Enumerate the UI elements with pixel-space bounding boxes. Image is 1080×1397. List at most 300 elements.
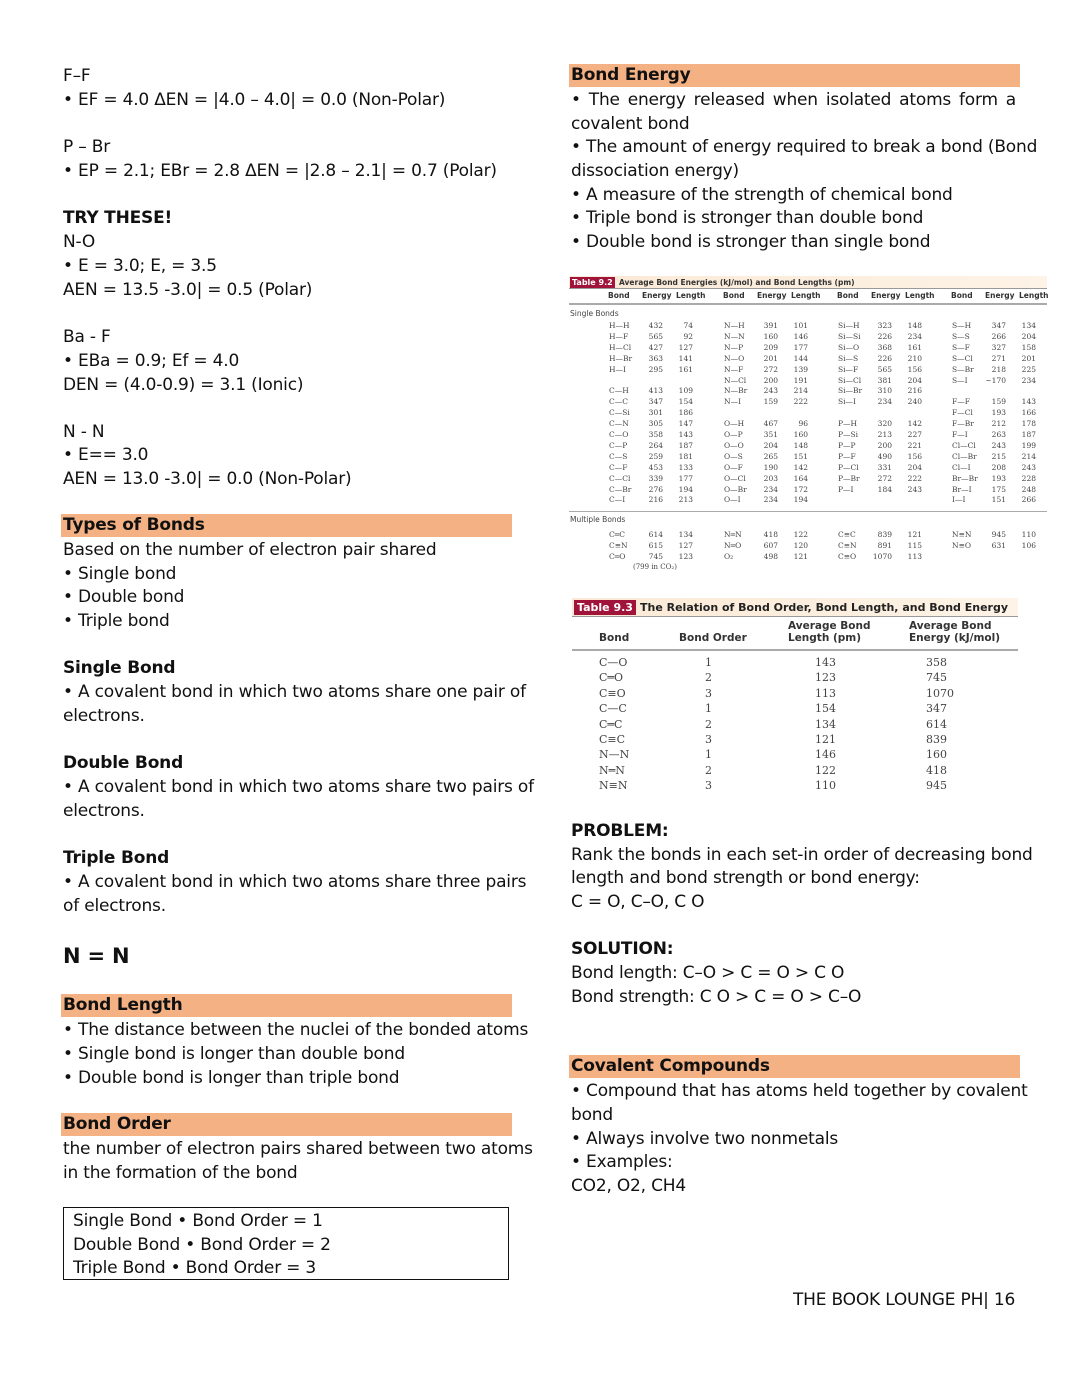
t92-energy: 891 bbox=[877, 541, 892, 550]
bond-energy-line3: • The amount of energy required to break a bond (Bond bbox=[571, 137, 1038, 157]
t92-energy: 272 bbox=[877, 473, 892, 483]
t92-energy: 263 bbox=[991, 430, 1006, 439]
solution-line2: Bond strength: C O > C = O > C–O bbox=[571, 987, 862, 1007]
t92-bond: N≡N bbox=[952, 530, 972, 539]
bond-length-item-2: • Single bond is longer than double bond bbox=[63, 1044, 405, 1064]
t92-energy: 432 bbox=[648, 321, 663, 330]
t92-header-bond: Bond bbox=[608, 291, 630, 300]
t92-bond: C═C bbox=[609, 530, 625, 539]
t93-header-length-b: Length (pm) bbox=[788, 632, 862, 644]
triple-bond-line2: of electrons. bbox=[63, 896, 166, 916]
t92-bond: S—Cl bbox=[952, 353, 973, 363]
ff-line: • EF = 4.0 ΔEN = |4.0 – 4.0| = 0.0 (Non-Polar) bbox=[63, 90, 446, 110]
t92-energy: 565 bbox=[877, 364, 892, 374]
t92-bond: Br—I bbox=[952, 484, 972, 494]
t92-energy: 209 bbox=[763, 342, 778, 352]
t92-bond: C—Br bbox=[609, 484, 632, 494]
t92-bond: O—H bbox=[724, 419, 745, 429]
t92-bond: O—F bbox=[724, 462, 743, 472]
t92-length: 216 bbox=[907, 386, 922, 396]
t92-energy: 151 bbox=[991, 495, 1006, 505]
table-9-2-title: Average Bond Energies (kJ/mol) and Bond Lengths (pm) bbox=[619, 278, 855, 287]
t93-bond-order: 2 bbox=[705, 717, 712, 731]
t92-length: 243 bbox=[1021, 462, 1036, 472]
t92-energy: 234 bbox=[763, 484, 778, 494]
t92-bond: C≡O bbox=[838, 552, 857, 561]
t92-length: 158 bbox=[1021, 342, 1036, 352]
t92-bond: N—Cl bbox=[724, 375, 747, 385]
t92-bond: C—S bbox=[609, 451, 628, 461]
types-item-double: • Double bond bbox=[63, 587, 185, 607]
t92-bond: P—F bbox=[838, 451, 856, 461]
t92-length: 177 bbox=[678, 473, 693, 483]
t92-length: 151 bbox=[793, 451, 808, 461]
t92-header-length: Length bbox=[1019, 291, 1049, 300]
t92-energy: 265 bbox=[763, 451, 778, 461]
t92-energy: 631 bbox=[991, 541, 1006, 550]
bond-energy-line7: • Double bond is stronger than single bond bbox=[571, 232, 931, 252]
single-bonds-label: Single Bonds bbox=[570, 309, 619, 318]
t92-energy: 276 bbox=[648, 484, 663, 494]
t92-header-energy: Energy bbox=[985, 291, 1015, 300]
t92-bond: Br—Br bbox=[952, 473, 978, 483]
bond-order-box-double: Double Bond • Bond Order = 2 bbox=[73, 1235, 331, 1255]
t93-length: 143 bbox=[815, 656, 836, 669]
t92-length: 142 bbox=[793, 462, 808, 472]
t92-length: 113 bbox=[907, 552, 922, 561]
t92-length: 201 bbox=[1021, 353, 1036, 363]
t93-length: 123 bbox=[815, 671, 836, 685]
table-9-3-title: The Relation of Bond Order, Bond Length, and Bond Energy bbox=[640, 601, 1009, 614]
t92-length: 181 bbox=[678, 451, 693, 461]
t92-energy: 839 bbox=[877, 530, 892, 539]
t92-energy: 264 bbox=[648, 440, 663, 450]
nn-line2: AEN = 13.0 -3.0| = 0.0 (Non-Polar) bbox=[63, 469, 352, 489]
bond-order-header: Bond Order bbox=[61, 1113, 512, 1136]
t92-energy: 201 bbox=[763, 353, 778, 363]
t93-length: 110 bbox=[815, 779, 836, 793]
triple-bond-line1: • A covalent bond in which two atoms share three pairs bbox=[63, 872, 527, 892]
t93-bond: C≡O bbox=[599, 686, 626, 700]
t92-bond: H—H bbox=[609, 321, 630, 330]
t93-energy: 745 bbox=[926, 671, 947, 685]
t92-length: 240 bbox=[907, 397, 922, 407]
solution-line1: Bond length: C–O > C = O > C O bbox=[571, 963, 845, 983]
t92-bond: C—Si bbox=[609, 408, 630, 418]
t92-energy: 234 bbox=[763, 495, 778, 505]
t92-energy: 216 bbox=[648, 495, 663, 505]
t92-bond: Si—Cl bbox=[838, 375, 862, 385]
covalent-line3: • Always involve two nonmetals bbox=[571, 1129, 839, 1149]
problem-line1: Rank the bonds in each set-in order of decreasing bond bbox=[571, 845, 1033, 865]
t92-length: 164 bbox=[793, 473, 808, 483]
solution-heading: SOLUTION: bbox=[571, 939, 674, 959]
t92-energy: 159 bbox=[991, 397, 1006, 407]
t93-bond-order: 1 bbox=[705, 748, 712, 762]
t92-energy: 203 bbox=[763, 473, 778, 483]
t93-energy: 614 bbox=[926, 717, 947, 731]
t92-energy: 272 bbox=[763, 364, 778, 374]
t92-length: 204 bbox=[907, 375, 922, 385]
t92-length: 96 bbox=[798, 419, 808, 429]
t92-length: 134 bbox=[678, 530, 693, 539]
t92-bond: O—S bbox=[724, 451, 743, 461]
pbr-line: • EP = 2.1; EBr = 2.8 ΔEN = |2.8 – 2.1| = 0.7 (Polar) bbox=[63, 161, 497, 181]
t93-header-length-a: Average Bond bbox=[788, 620, 871, 632]
t92-bond: P—Cl bbox=[838, 462, 859, 472]
t92-length: 133 bbox=[678, 462, 693, 472]
t92-energy: 331 bbox=[877, 462, 892, 472]
t92-length: 194 bbox=[793, 495, 808, 505]
t93-bond-order: 1 bbox=[705, 702, 712, 716]
t92-length: 191 bbox=[793, 375, 808, 385]
t92-length: 144 bbox=[793, 353, 808, 363]
t92-energy: 159 bbox=[763, 397, 778, 407]
t92-length: 156 bbox=[907, 451, 922, 461]
t92-bond: C≡N bbox=[609, 541, 628, 550]
t92-bond: C—C bbox=[609, 397, 628, 407]
t92-bond: C—O bbox=[609, 430, 629, 439]
t92-length: 213 bbox=[678, 495, 693, 505]
covalent-line5: CO2, O2, CH4 bbox=[571, 1176, 686, 1196]
t93-bond: N—N bbox=[599, 748, 630, 762]
t92-bond: P—I bbox=[838, 484, 854, 494]
t92-bond: Si—I bbox=[838, 397, 856, 407]
t92-length: 143 bbox=[1021, 397, 1036, 407]
t92-energy: 565 bbox=[648, 331, 663, 341]
problem-line2: length and bond strength or bond energy: bbox=[571, 868, 920, 888]
t92-length: 227 bbox=[907, 430, 922, 439]
t92-length: 134 bbox=[1021, 321, 1036, 330]
t92-energy: 391 bbox=[763, 321, 778, 330]
t92-length: 110 bbox=[1021, 530, 1036, 539]
t93-bond-order: 3 bbox=[705, 779, 712, 793]
t92-length: 221 bbox=[907, 440, 922, 450]
t92-energy: 347 bbox=[991, 321, 1006, 330]
t92-bond: H—F bbox=[609, 331, 629, 341]
t92-energy: 266 bbox=[991, 331, 1006, 341]
t92-bond: F—F bbox=[952, 397, 970, 407]
t92-energy: 418 bbox=[763, 530, 778, 539]
t93-energy: 1070 bbox=[926, 686, 954, 700]
bond-energy-line5: • A measure of the strength of chemical bond bbox=[571, 185, 953, 205]
t92-length: 143 bbox=[678, 430, 693, 439]
table-9-2-header-rule bbox=[569, 303, 1047, 305]
t92-length: 154 bbox=[678, 397, 693, 407]
t92-bond: H—Cl bbox=[609, 342, 632, 352]
t92-header-length: Length bbox=[791, 291, 821, 300]
t92-energy: 323 bbox=[877, 321, 892, 330]
table-9-2 bbox=[569, 276, 1047, 576]
t93-energy: 160 bbox=[926, 748, 947, 762]
t92-energy: 745 bbox=[648, 552, 663, 561]
t93-bond-order: 3 bbox=[705, 733, 712, 746]
t93-energy: 418 bbox=[926, 763, 947, 777]
t92-bond: C—N bbox=[609, 419, 629, 429]
t92-header-bond: Bond bbox=[723, 291, 745, 300]
t92-bond: O—I bbox=[724, 495, 741, 505]
t93-length: 113 bbox=[815, 686, 836, 700]
t93-header-bond-order: Bond Order bbox=[679, 632, 747, 644]
t92-energy: 226 bbox=[877, 331, 892, 341]
no-line2: AEN = 13.5 -3.0| = 0.5 (Polar) bbox=[63, 280, 313, 300]
t92-length: 160 bbox=[793, 430, 808, 439]
t92-length: 122 bbox=[793, 530, 808, 539]
t92-bond: O₂ bbox=[724, 552, 734, 561]
t92-header-bond: Bond bbox=[951, 291, 973, 300]
t92-energy: 498 bbox=[763, 552, 778, 561]
bond-length-item-1: • The distance between the nuclei of the bonded atoms bbox=[63, 1020, 529, 1040]
bond-order-line1: the number of electron pairs shared between two atoms bbox=[63, 1139, 533, 1159]
t92-bond: I—I bbox=[952, 495, 966, 505]
t92-energy: 327 bbox=[991, 342, 1006, 352]
double-bond-line2: electrons. bbox=[63, 801, 145, 821]
t92-length: 74 bbox=[683, 321, 693, 330]
bond-length-header: Bond Length bbox=[61, 994, 512, 1017]
t92-energy: 259 bbox=[648, 451, 663, 461]
t93-bond: N═N bbox=[599, 763, 625, 777]
t92-bond: H—I bbox=[609, 364, 627, 374]
t92-length: 172 bbox=[793, 484, 808, 494]
t92-bond: N≡O bbox=[952, 541, 971, 550]
t92-bond: C—Cl bbox=[609, 473, 631, 483]
nn-line1: • E== 3.0 bbox=[63, 445, 149, 465]
t93-energy: 945 bbox=[926, 779, 947, 793]
bond-order-box-single: Single Bond • Bond Order = 1 bbox=[73, 1211, 323, 1231]
t92-energy: 193 bbox=[991, 408, 1006, 418]
t92-length: 127 bbox=[678, 541, 693, 550]
t92-bond: S—H bbox=[952, 321, 972, 330]
t92-energy: 184 bbox=[877, 484, 892, 494]
t92-length: 101 bbox=[793, 321, 808, 330]
no-line1: • E = 3.0; E, = 3.5 bbox=[63, 256, 217, 276]
table-9-2-mid-rule bbox=[569, 511, 1047, 512]
single-bond-heading: Single Bond bbox=[63, 658, 176, 678]
t92-bond: P—Br bbox=[838, 473, 860, 483]
covalent-compounds-header: Covalent Compounds bbox=[569, 1055, 1020, 1078]
t92-energy: 351 bbox=[763, 430, 778, 439]
t92-length: 228 bbox=[1021, 473, 1036, 483]
t92-length: 127 bbox=[678, 342, 693, 352]
t92-energy: 320 bbox=[877, 419, 892, 429]
t92-length: 194 bbox=[678, 484, 693, 494]
t92-energy: 160 bbox=[763, 331, 778, 341]
t92-energy: 234 bbox=[877, 397, 892, 407]
bond-energy-line2: covalent bond bbox=[571, 114, 690, 134]
t92-energy: 175 bbox=[991, 484, 1006, 494]
t92-bond: C—P bbox=[609, 440, 628, 450]
t92-header-length: Length bbox=[676, 291, 706, 300]
t92-energy: 453 bbox=[648, 462, 663, 472]
t92-length: 234 bbox=[1021, 375, 1036, 385]
t92-bond: Cl—Br bbox=[952, 451, 977, 461]
t93-bond: C═O bbox=[599, 671, 624, 685]
t92-energy: 213 bbox=[877, 430, 892, 439]
t92-length: 146 bbox=[793, 331, 808, 341]
t92-length: 225 bbox=[1021, 364, 1036, 374]
t92-header-energy: Energy bbox=[871, 291, 901, 300]
covalent-line1: • Compound that has atoms held together by covalent bbox=[571, 1081, 1028, 1101]
t92-energy: 607 bbox=[763, 541, 778, 550]
t92-energy: 945 bbox=[991, 530, 1006, 539]
t93-header-bond: Bond bbox=[599, 632, 630, 644]
t92-energy: 218 bbox=[991, 364, 1006, 374]
t93-length: 154 bbox=[815, 702, 836, 716]
table-9-3 bbox=[572, 598, 1018, 794]
t93-length: 146 bbox=[815, 748, 836, 762]
t92-bond: Si—S bbox=[838, 353, 859, 363]
t92-length: 222 bbox=[907, 473, 922, 483]
t92-length: 210 bbox=[907, 353, 922, 363]
t92-bond: N—P bbox=[724, 342, 744, 352]
t92-bond: N—O bbox=[724, 353, 745, 363]
t92-energy: 413 bbox=[648, 386, 663, 396]
t93-bond-order: 2 bbox=[705, 763, 712, 777]
t93-length: 122 bbox=[815, 763, 836, 777]
t92-energy: 295 bbox=[648, 364, 663, 374]
no-title: N-O bbox=[63, 232, 96, 252]
t92-bond: N—I bbox=[724, 397, 742, 407]
t93-bond-order: 2 bbox=[705, 671, 712, 685]
t92-length: 166 bbox=[1021, 408, 1036, 418]
t92-length: 214 bbox=[793, 386, 808, 396]
baf-line2: DEN = (4.0-0.9) = 3.1 (Ionic) bbox=[63, 375, 304, 395]
t92-length: 120 bbox=[793, 541, 808, 550]
ff-title: F–F bbox=[63, 66, 91, 86]
t92-length: 199 bbox=[1021, 440, 1036, 450]
table-9-2-title-band bbox=[569, 276, 1047, 289]
baf-title: Ba - F bbox=[63, 327, 111, 347]
nn-title: N - N bbox=[63, 422, 105, 442]
t92-length: 204 bbox=[907, 462, 922, 472]
t92-bond: N—Br bbox=[724, 386, 748, 396]
t92-header-energy: Energy bbox=[642, 291, 672, 300]
t92-energy: 226 bbox=[877, 353, 892, 363]
t92-header-bond: Bond bbox=[837, 291, 859, 300]
t92-bond: C—I bbox=[609, 495, 626, 505]
bond-order-box bbox=[63, 1207, 509, 1280]
t92-length: 186 bbox=[678, 408, 693, 418]
t92-length: 92 bbox=[683, 331, 693, 341]
t92-bond: F—Cl bbox=[952, 408, 973, 418]
t92-bond: H—Br bbox=[609, 353, 633, 363]
types-item-single: • Single bond bbox=[63, 564, 177, 584]
t92-energy: 200 bbox=[763, 375, 778, 385]
t93-bond: N≡N bbox=[599, 779, 628, 793]
t92-bond: C≡C bbox=[838, 530, 856, 539]
t92-bond: O—Cl bbox=[724, 473, 746, 483]
bond-energy-line6: • Triple bond is stronger than double bond bbox=[571, 208, 924, 228]
t92-bond: S—I bbox=[952, 375, 968, 385]
t92-length: 187 bbox=[678, 440, 693, 450]
t92-length: 109 bbox=[678, 386, 693, 396]
t92-bond: N—H bbox=[724, 321, 745, 330]
t92-bond: O—P bbox=[724, 430, 743, 439]
single-bond-line1: • A covalent bond in which two atoms share one pair of bbox=[63, 682, 526, 702]
t92-energy: 368 bbox=[877, 342, 892, 352]
single-bond-line2: electrons. bbox=[63, 706, 145, 726]
t92-length: 106 bbox=[1021, 541, 1036, 550]
problem-line3: C = O, C–O, C O bbox=[571, 892, 705, 912]
t92-bond: N—N bbox=[724, 331, 745, 341]
t92-energy: 490 bbox=[877, 451, 892, 461]
t92-energy: 381 bbox=[877, 375, 892, 385]
t92-energy: 212 bbox=[991, 419, 1006, 429]
t92-length: 187 bbox=[1021, 430, 1036, 439]
t93-bond-order: 1 bbox=[705, 656, 712, 669]
n-eq-n-heading: N = N bbox=[63, 944, 130, 968]
t92-bond: P—P bbox=[838, 440, 856, 450]
table-9-2-tag: Table 9.2 bbox=[572, 278, 613, 287]
t92-length: 123 bbox=[678, 552, 693, 561]
t93-bond: C—O bbox=[599, 656, 628, 669]
t93-energy: 358 bbox=[926, 656, 947, 669]
t92-energy: 339 bbox=[648, 473, 663, 483]
t92-length: 115 bbox=[907, 541, 922, 550]
t92-energy: 208 bbox=[991, 462, 1006, 472]
bond-energy-header: Bond Energy bbox=[569, 64, 1020, 87]
t93-bond-order: 3 bbox=[705, 686, 712, 700]
covalent-line4: • Examples: bbox=[571, 1152, 673, 1172]
t92-header-energy: Energy bbox=[757, 291, 787, 300]
t92-header-length: Length bbox=[905, 291, 935, 300]
bond-length-item-3: • Double bond is longer than triple bond bbox=[63, 1068, 400, 1088]
t92-bond: Si—O bbox=[838, 342, 860, 352]
t92-energy: ~170 bbox=[985, 375, 1006, 385]
types-intro: Based on the number of electron pair shared bbox=[63, 540, 437, 560]
t92-energy: 1070 bbox=[872, 552, 892, 561]
t92-energy: 204 bbox=[763, 440, 778, 450]
t92-bond: C≡N bbox=[838, 541, 857, 550]
t92-energy: 243 bbox=[763, 386, 778, 396]
pbr-title: P – Br bbox=[63, 137, 111, 157]
t92-energy: 200 bbox=[877, 440, 892, 450]
t92-bond: F—I bbox=[952, 430, 968, 439]
t92-bond: Cl—Cl bbox=[952, 440, 976, 450]
t92-energy: 427 bbox=[648, 342, 663, 352]
t92-length: 178 bbox=[1021, 419, 1036, 429]
t92-length: 177 bbox=[793, 342, 808, 352]
t92-length: 121 bbox=[907, 530, 922, 539]
t92-bond: C═O bbox=[609, 552, 626, 561]
t92-length: 222 bbox=[793, 397, 808, 407]
types-item-triple: • Triple bond bbox=[63, 611, 170, 631]
t92-bond: S—F bbox=[952, 342, 970, 352]
t93-bond: C═C bbox=[599, 717, 623, 731]
triple-bond-heading: Triple Bond bbox=[63, 848, 170, 868]
t92-energy: 301 bbox=[648, 408, 663, 418]
t92-length: 161 bbox=[678, 364, 693, 374]
bond-order-line2: in the formation of the bond bbox=[63, 1163, 298, 1183]
t92-energy: 347 bbox=[648, 397, 663, 407]
t92-length: 121 bbox=[793, 552, 808, 561]
table-9-3-header-rule bbox=[572, 649, 1018, 651]
bond-energy-line4: dissociation energy) bbox=[571, 161, 739, 181]
table-9-3-title-band bbox=[572, 598, 1018, 617]
t92-length: 147 bbox=[678, 419, 693, 429]
t92-length: 156 bbox=[907, 364, 922, 374]
t92-energy: 614 bbox=[648, 530, 663, 539]
t92-bond: C—F bbox=[609, 462, 628, 472]
t92-bond: S—S bbox=[952, 331, 970, 341]
t92-length: 141 bbox=[678, 353, 693, 363]
t92-energy: 193 bbox=[991, 473, 1006, 483]
t93-bond: C—C bbox=[599, 702, 627, 716]
t92-length: 214 bbox=[1021, 451, 1036, 461]
t93-header-energy-a: Average Bond bbox=[909, 620, 992, 632]
t92-bond: Si—F bbox=[838, 364, 859, 374]
t92-energy: 310 bbox=[877, 386, 892, 396]
